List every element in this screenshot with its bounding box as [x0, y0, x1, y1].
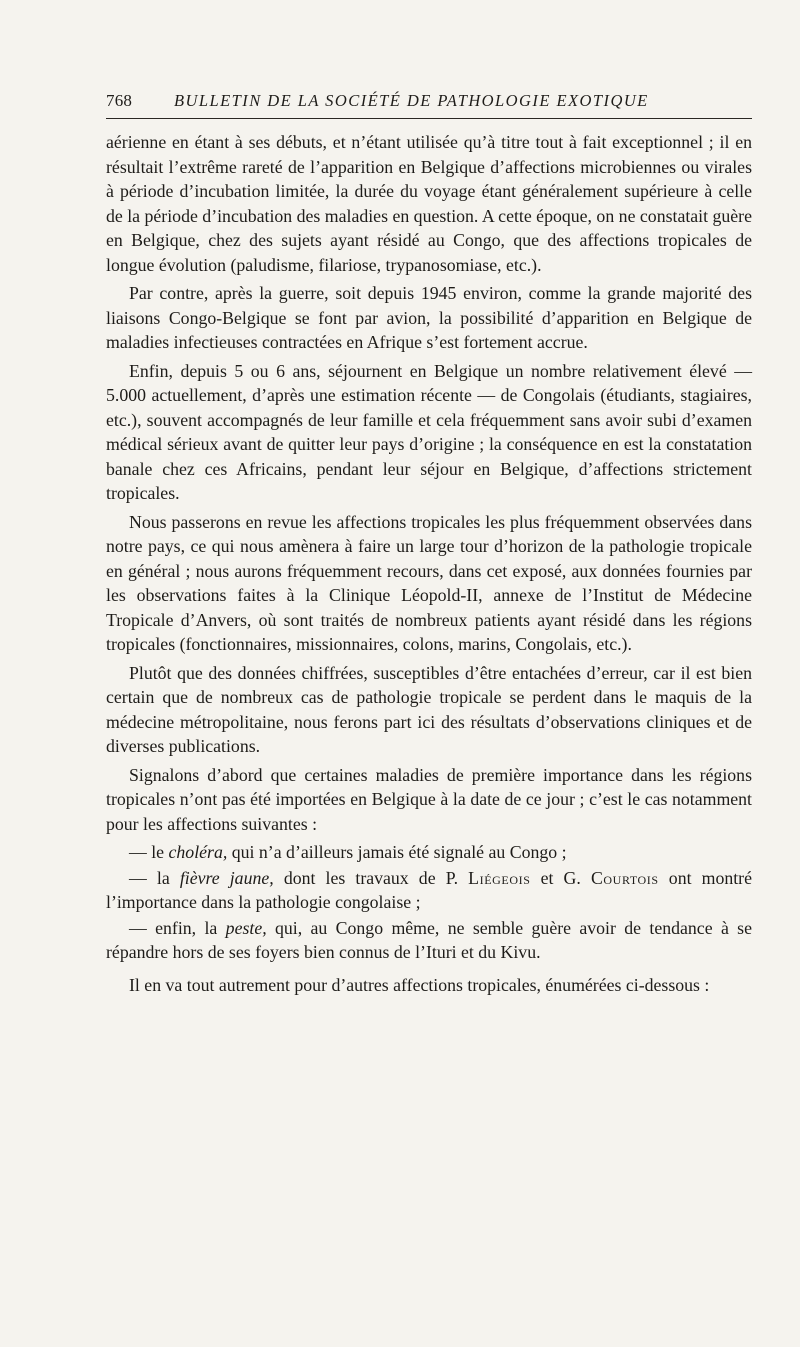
- list-text: qui, au Congo même, ne semble guère avoir de tendance à se répandre hors de ses foyers bien connus de l’Ituri et du Kivu.: [106, 917, 752, 962]
- list-item-cholera: [106, 840, 752, 865]
- paragraph: Par contre, après la guerre, soit depuis 1945 environ, comme la grande majorité des liaisons Congo-Belgique se font par avion, la possibilité d’apparition en Belgique de maladies infectieuses contractées en Afrique s’est fortement accrue.: [106, 283, 752, 352]
- paragraph-closing: Il en va tout autrement pour d’autres affections tropicales, énumérées ci-dessous :: [129, 974, 710, 995]
- body-text: [106, 130, 752, 1001]
- paragraph-continued: aérienne en étant à ses débuts, et n’étant utilisée qu’à titre tout à fait exceptionnel ; il en résultait l’extrême rareté de l’apparition en Belgique d’affections microbiennes ou virales à période d’incubation limitée, la durée du voyage étant généralement supérieure à celle de la période d’incubation des maladies en question. A cette époque, on ne constatait guère en Belgique, chez des sujets ayant résidé au Congo, que des affections tropicales de longue évolution (paludisme, filariose, trypanosomiase, etc.).: [106, 132, 752, 275]
- list-text: qui n’a d’ailleurs jamais été signalé au Congo ;: [231, 842, 567, 862]
- running-title: BULLETIN DE LA SOCIÉTÉ DE PATHOLOGIE EXOTIQUE: [174, 91, 649, 110]
- disease-name: peste,: [225, 917, 267, 938]
- paragraph: Enfin, depuis 5 ou 6 ans, séjournent en Belgique un nombre relativement élevé — 5.000 actuellement, d’après une estimation récente — de Congolais (étudiants, stagiaires, etc.), souvent accompagnés de leur famille et cela fréquemment sans avoir subi d’examen médical sérieux avant de quitter leur pays d’origine ; la conséquence en est la constatation banale chez ces Africains, pendant leur séjour en Belgique, d’affections strictement tropicales.: [106, 360, 752, 503]
- disease-name: choléra,: [168, 842, 228, 862]
- author-name: Courtois: [590, 867, 659, 888]
- list-dash: — la: [129, 867, 170, 888]
- list-item-plague: [106, 916, 752, 965]
- header-rule: [106, 118, 752, 119]
- page-number: 768: [106, 91, 133, 110]
- list-text: et G.: [540, 867, 581, 888]
- list-dash: — enfin, la: [129, 917, 218, 938]
- list-item-yellow-fever: [106, 866, 752, 915]
- list-text: ont montré l’importance dans la pathologie congolaise ;: [106, 867, 752, 912]
- list-dash: — le: [129, 842, 165, 862]
- paragraph: Signalons d’abord que certaines maladies de première importance dans les régions tropicales n’ont pas été importées en Belgique à la date de ce jour ; c’est le cas notamment pour les affections suivantes :: [106, 764, 752, 834]
- author-name: Liégeois: [468, 867, 531, 888]
- disease-name: fièvre jaune,: [179, 867, 274, 888]
- paragraph: Nous passerons en revue les affections tropicales les plus fréquemment observées dans notre pays, ce qui nous amènera à faire un large tour d’horizon de la pathologie tropicale en général ; nous aurons fréquemment recours, dans cet exposé, aux données fournies par les observations faites à la Clinique Léopold-II, annexe de l’Institut de Médecine Tropicale d’Anvers, où sont traités de nombreux patients ayant résidé dans les régions tropicales (fonctionnaires, missionnaires, colons, marins, Congolais, etc.).: [106, 511, 752, 654]
- paragraph: Plutôt que des données chiffrées, susceptibles d’être entachées d’erreur, car il est bien certain que de nombreux cas de pathologie tropicale se perdent dans le maquis de la médecine métropolitaine, nous ferons part ici des résultats d’observations cliniques et de diverses publications.: [106, 662, 752, 756]
- page-header: [106, 91, 752, 117]
- list-text: dont les travaux de P.: [283, 867, 459, 888]
